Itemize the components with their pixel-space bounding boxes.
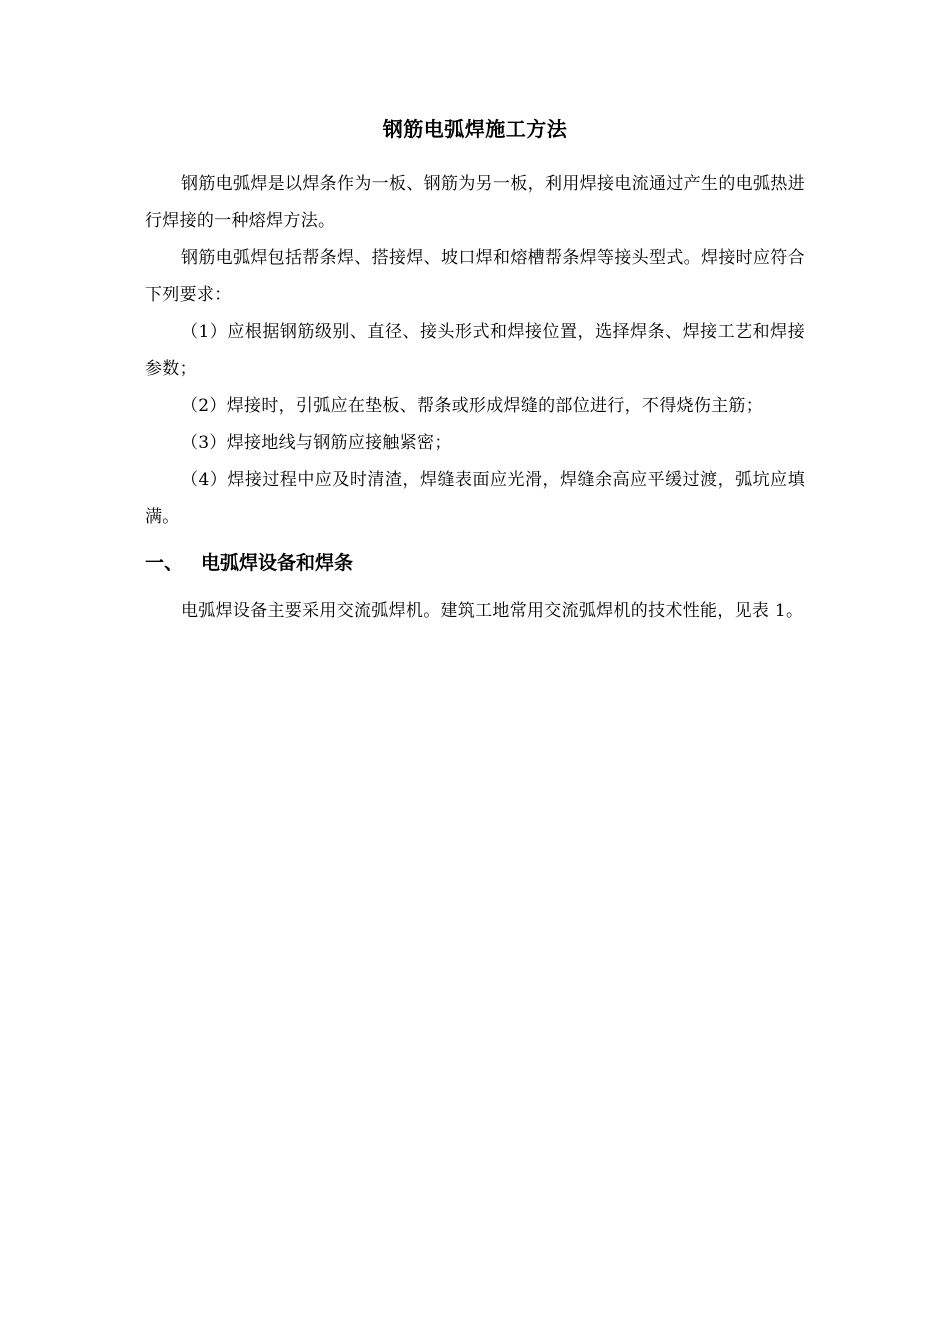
section-1-paragraph: 电弧焊设备主要采用交流弧焊机。建筑工地常用交流弧焊机的技术性能，见表 1。 <box>181 601 804 621</box>
section-title: 电弧焊设备和焊条 <box>201 552 354 574</box>
document-body <box>145 114 805 630</box>
requirement-item-2: （2）焊接时，引弧应在垫板、帮条或形成焊缝的部位进行，不得烧伤主筋； <box>181 396 764 416</box>
document-title: 钢筋电弧焊施工方法 <box>382 117 568 141</box>
requirement-item-4: （4）焊接过程中应及时清渣，焊缝表面应光滑，焊缝余高应平缓过渡，弧坑应填满。 <box>145 470 805 527</box>
section-heading-1 <box>145 548 805 578</box>
requirement-item-1: （1）应根据钢筋级别、直径、接头形式和焊接位置，选择焊条、焊接工艺和焊接参数； <box>145 322 805 379</box>
intro-paragraph-1: 钢筋电弧焊是以焊条作为一板、钢筋为另一板，利用焊接电流通过产生的电弧热进行焊接的一种熔焊方法。 <box>145 174 805 231</box>
intro-paragraph-2: 钢筋电弧焊包括帮条焊、搭接焊、坡口焊和熔槽帮条焊等接头型式。焊接时应符合下列要求： <box>145 248 805 305</box>
section-number: 一、 <box>145 552 184 574</box>
requirement-item-3: （3）焊接地线与钢筋应接触紧密； <box>181 433 452 453</box>
